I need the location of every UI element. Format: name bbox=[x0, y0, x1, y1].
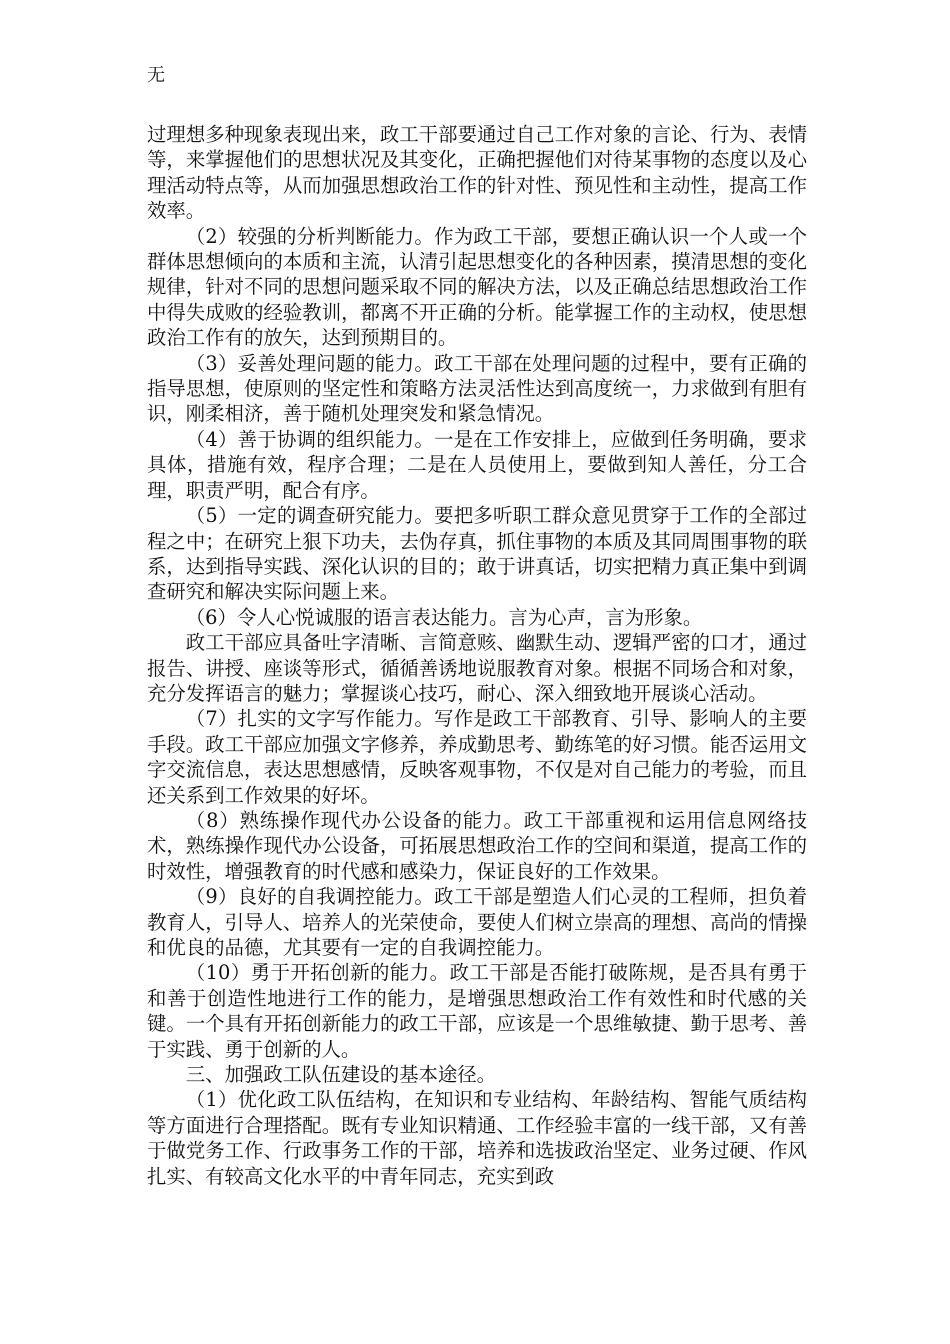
paragraph-3: （3）妥善处理问题的能力。政工干部在处理问题的过程中，要有正确的指导思想，使原则的坚定性和策略方法灵活性达到高度统一，力求做到有胆有识，刚柔相济，善于随机处理突发和紧急情况。 bbox=[147, 351, 807, 426]
paragraph-2: （2）较强的分析判断能力。作为政工干部，要想正确认识一个人或一个群体思想倾向的本质和主流，认清引起思想变化的各种因素，摸清思想的变化规律，针对不同的思想问题采取不同的解决方法，以及正确总结思想政治工作中得失成败的经验教训，都离不开正确的分析。能掌握工作的主动权，使思想政治工作有的放矢，达到预期目的。 bbox=[147, 224, 807, 350]
paragraph-7: 政工干部应具备吐字清晰、言简意赅、幽默生动、逻辑严密的口才，通过报告、讲授、座谈等形式，循循善诱地说服教育对象。根据不同场合和对象，充分发挥语言的魅力；掌握谈心技巧，耐心、深入细致地开展谈心活动。 bbox=[147, 631, 807, 705]
paragraph-8: （7）扎实的文字写作能力。写作是政工干部教育、引导、影响人的主要手段。政工干部应加强文字修养，养成勤思考、勤练笔的好习惯。能否运用文字交流信息，表达思想感情，反映客观事物，不仅是对自己能力的考验，而且还关系到工作效果的好坏。 bbox=[147, 707, 807, 807]
paragraph-6: （6）令人心悦诚服的语言表达能力。言为心声，言为形象。 bbox=[185, 605, 703, 629]
paragraph-11: （10）勇于开拓创新的能力。政工干部是否能打破陈规，是否具有勇于和善于创造性地进行工作的能力，是增强思想政治工作有效性和时代感的关键。一个具有开拓创新能力的政工干部，应该是一个思维敏捷、勤于思考、善于实践、勇于创新的人。 bbox=[147, 961, 807, 1061]
paragraph-9: （8）熟练操作现代办公设备的能力。政工干部重视和运用信息网络技术，熟练操作现代办公设备，可拓展思想政治工作的空间和渠道，提高工作的时效性，增强教育的时代感和感染力，保证良好的工作效果。 bbox=[147, 808, 807, 883]
paragraph-10: （9）良好的自我调控能力。政工干部是塑造人们心灵的工程师，担负着教育人，引导人、培养人的光荣使命，要使人们树立崇高的理想、高尚的情操和优良的品德，尤其要有一定的自我调控能力。 bbox=[147, 885, 807, 959]
paragraph-5: （5）一定的调查研究能力。要把多听职工群众意见贯穿于工作的全部过程之中；在研究上狠下功夫，去伪存真，抓住事物的本质及其同周围事物的联系，达到指导实践、深化认识的目的；敢于讲真话，切实把精力真正集中到调查研究和解决实际问题上来。 bbox=[147, 504, 807, 604]
paragraph-4: （4）善于协调的组织能力。一是在工作安排上，应做到任务明确，要求具体，措施有效，程序合理；二是在人员使用上，要做到知人善任，分工合理，职责严明，配合有序。 bbox=[147, 427, 807, 502]
section-heading: 三、加强政工队伍建设的基本途径。 bbox=[185, 1063, 497, 1087]
paragraph-13: （1）优化政工队伍结构，在知识和专业结构、年龄结构、智能气质结构等方面进行合理搭配。既有专业知识精通、工作经验丰富的一线干部，又有善于做党务工作、行政事务工作的干部，培养和选拔政治坚定、业务过硬、作风扎实、有较高文化水平的中青年同志，充实到政 bbox=[147, 1088, 807, 1188]
page-header: 无 bbox=[147, 65, 165, 86]
document-body bbox=[147, 122, 807, 1189]
paragraph-1: 过理想多种现象表现出来，政工干部要通过自己工作对象的言论、行为、表情等，来掌握他们的思想状况及其变化，正确把握他们对待某事物的态度以及心理活动特点等，从而加强思想政治工作的针对性、预见性和主动性，提高工作效率。 bbox=[147, 123, 807, 223]
